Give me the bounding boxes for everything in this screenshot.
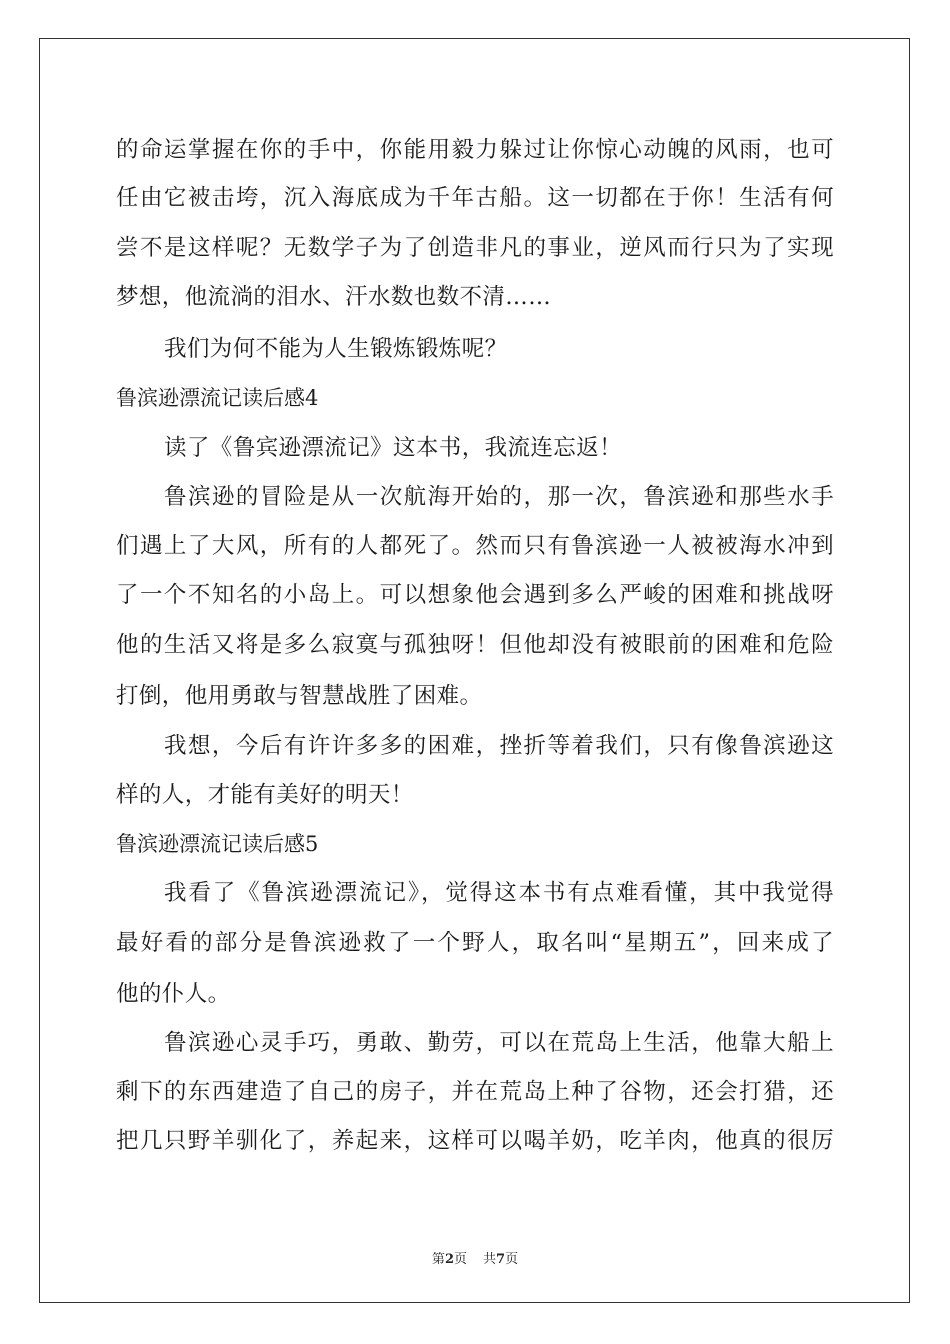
text-line: 的命运掌握在你的手中，你能用毅力躲过让你惊心动魄的风雨，也可 [116,137,834,163]
text-line: 剩下的东西建造了自己的房子，并在荒岛上种了谷物，还会打猎，还 [116,1079,834,1105]
text-line: 他的生活又将是多么寂寞与孤独呀！但他却没有被眼前的困难和危险 [116,632,834,658]
total-pages: 7 [496,1252,506,1267]
text-line: 最好看的部分是鲁滨逊救了一个野人，取名叫“星期五”，回来成了 [116,930,834,956]
text-line: 我看了《鲁滨逊漂流记》，觉得这本书有点难看懂，其中我觉得 [164,880,834,906]
total-prefix: 共 [483,1252,497,1267]
text-line: 了一个不知名的小岛上。可以想象他会遇到多么严峻的困难和挑战呀 [116,582,834,608]
text-line: 梦想，他流淌的泪水、汗水数也数不清…… [116,284,552,310]
text-line: 们遇上了大风，所有的人都死了。然而只有鲁滨逊一人被被海水冲到 [116,533,834,559]
section-heading: 鲁滨逊漂流记读后感4 [116,386,319,410]
text-line: 他的仆人。 [116,981,231,1007]
text-line: 鲁滨逊的冒险是从一次航海开始的，那一次，鲁滨逊和那些水手 [164,484,834,510]
page-border [39,38,910,1303]
text-line: 我们为何不能为人生锻炼锻炼呢？ [164,336,508,362]
total-suffix: 页 [505,1252,519,1267]
page-prefix: 第 [431,1252,445,1267]
section-heading: 鲁滨逊漂流记读后感5 [116,832,319,856]
page-number: 2 [444,1252,454,1267]
page-suffix: 页 [453,1252,467,1267]
text-line: 样的人，才能有美好的明天！ [116,782,414,808]
page-footer [0,1248,950,1267]
text-line: 打倒，他用勇敢与智慧战胜了困难。 [116,683,483,709]
text-line: 把几只野羊驯化了，养起来，这样可以喝羊奶，吃羊肉，他真的很厉 [116,1128,834,1154]
text-line: 尝不是这样呢？无数学子为了创造非凡的事业，逆风而行只为了实现 [116,235,834,261]
text-line: 我想，今后有许许多多的困难，挫折等着我们，只有像鲁滨逊这 [164,733,834,759]
text-line: 鲁滨逊心灵手巧，勇敢、勤劳，可以在荒岛上生活，他靠大船上 [164,1030,834,1056]
text-line: 读了《鲁宾逊漂流记》这本书，我流连忘返！ [164,435,623,461]
text-line: 任由它被击垮，沉入海底成为千年古船。这一切都在于你！生活有何 [116,185,834,211]
